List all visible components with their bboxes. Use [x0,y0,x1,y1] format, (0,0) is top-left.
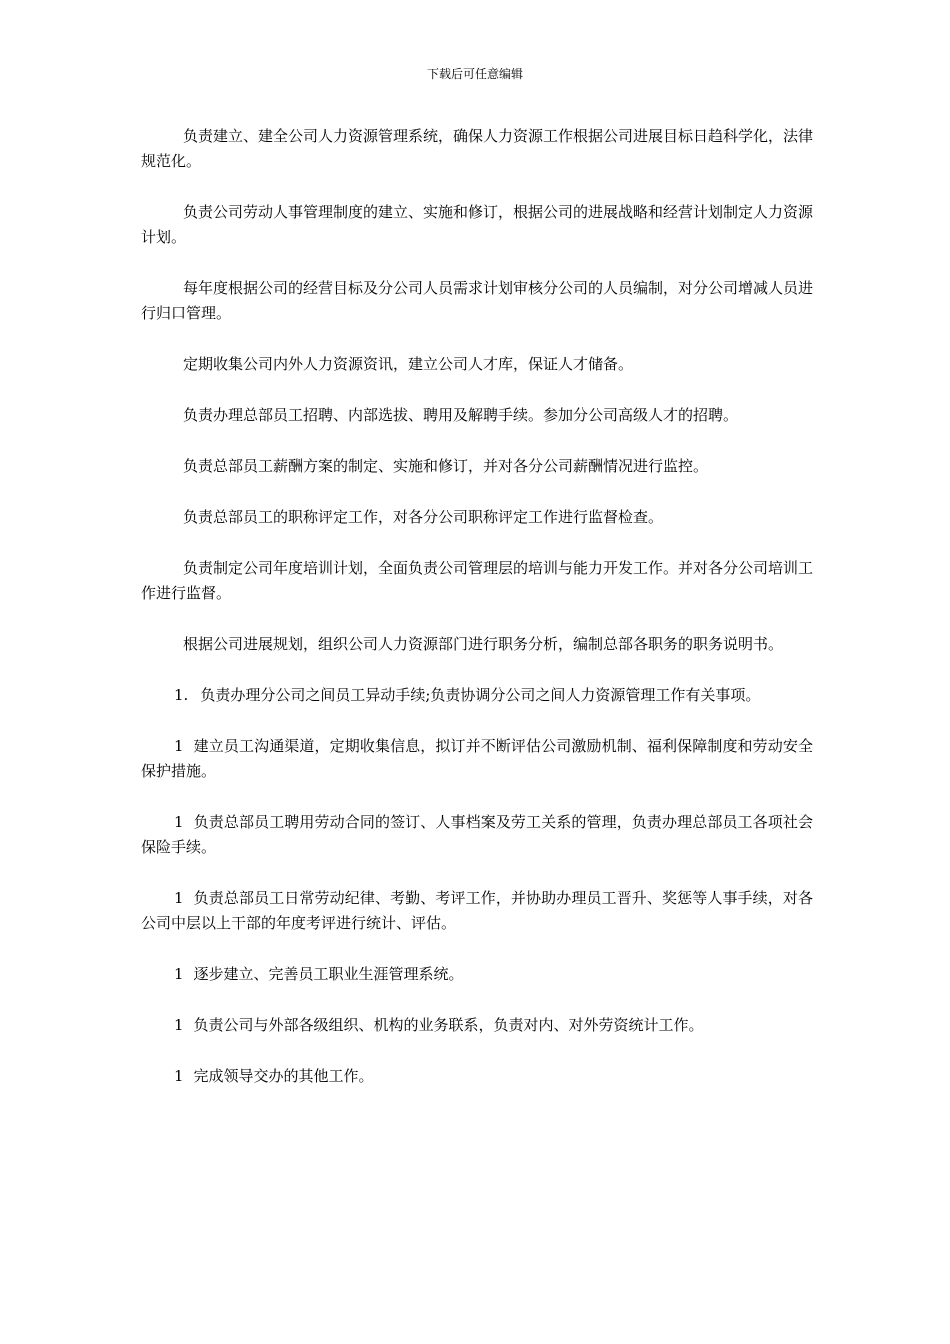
list-item-number: 1 [174,889,184,907]
list-item-text: 负责办理分公司之间员工异动手续;负责协调分公司之间人力资源管理工作有关事项。 [200,686,761,704]
list-item-text: 逐步建立、完善员工职业生涯管理系统。 [193,965,464,983]
list-item-number: 1 [174,965,184,983]
paragraph: 负责总部员工的职称评定工作，对各分公司职称评定工作进行监督检查。 [183,508,664,526]
list-item-number: 1 [174,1067,184,1085]
paragraph: 负责制定公司年度培训计划，全面负责公司管理层的培训与能力开发工作。并对各分公司培训工作进行监督。 [141,559,814,602]
paragraph: 负责办理总部员工招聘、内部选拔、聘用及解聘手续。参加分公司高级人才的招聘。 [183,406,739,424]
page-header-note: 下载后可任意编辑 [426,67,523,81]
list-item [141,962,813,987]
list-item [141,1064,813,1089]
list-item [141,886,813,936]
document-body [141,124,813,1115]
list-item-number: 1 [174,737,184,755]
paragraph: 定期收集公司内外人力资源资讯，建立公司人才库，保证人才储备。 [183,355,634,373]
list-item-text: 负责总部员工日常劳动纪律、考勤、考评工作，并协助办理员工晋升、奖惩等人事手续，对各公司中层以上干部的年度考评进行统计、评估。 [141,889,813,932]
list-item-text: 负责公司与外部各级组织、机构的业务联系，负责对内、对外劳资统计工作。 [193,1016,704,1034]
list-item-number: 1 [174,1016,184,1034]
list-item [141,734,813,784]
list-item-number: 1. [174,686,189,704]
list-item [141,810,813,860]
list-item-text: 建立员工沟通渠道，定期收集信息，拟订并不断评估公司激励机制、福利保障制度和劳动安全保护措施。 [141,737,813,780]
list-item-number: 1 [174,813,184,831]
paragraph: 负责公司劳动人事管理制度的建立、实施和修订，根据公司的进展战略和经营计划制定人力资源计划。 [141,203,814,246]
list-item-text: 完成领导交办的其他工作。 [193,1067,374,1085]
list-item [141,1013,813,1038]
list-item-text: 负责总部员工聘用劳动合同的签订、人事档案及劳工关系的管理，负责办理总部员工各项社会保险手续。 [141,813,813,856]
paragraph: 每年度根据公司的经营目标及分公司人员需求计划审核分公司的人员编制，对分公司增减人员进行归口管理。 [141,279,814,322]
list-item [141,683,813,708]
paragraph: 根据公司进展规划，组织公司人力资源部门进行职务分析，编制总部各职务的职务说明书。 [183,635,784,653]
paragraph: 负责建立、建全公司人力资源管理系统，确保人力资源工作根据公司进展目标日趋科学化，法律规范化。 [141,127,814,170]
paragraph: 负责总部员工薪酬方案的制定、实施和修订，并对各分公司薪酬情况进行监控。 [183,457,709,475]
